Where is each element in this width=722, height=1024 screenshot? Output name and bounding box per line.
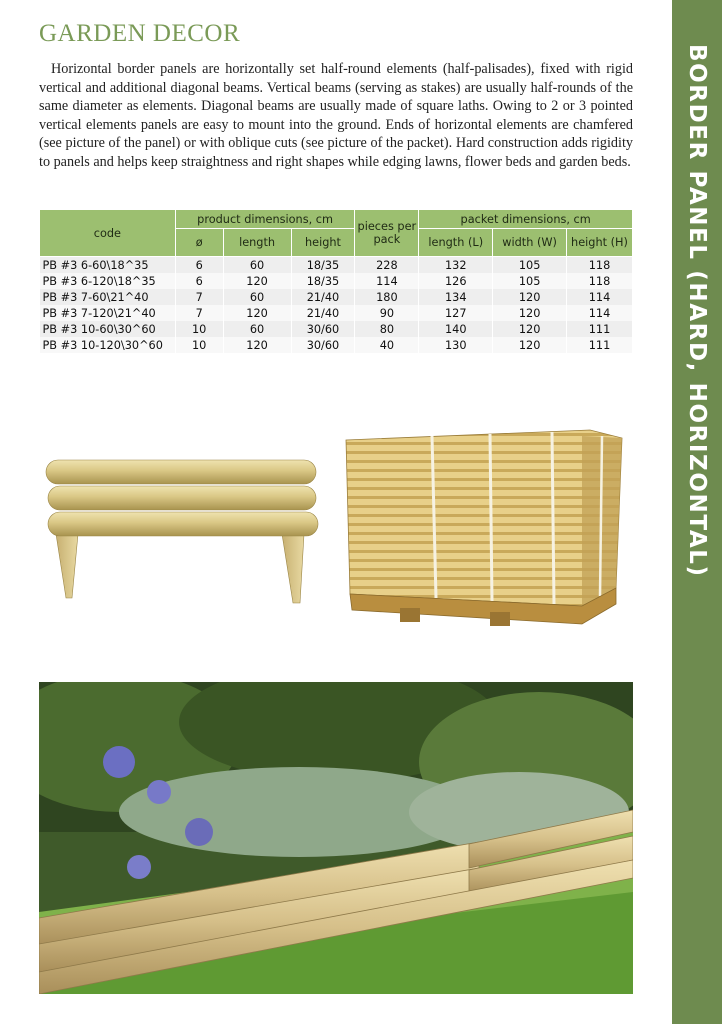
col-packet-length: length (L) xyxy=(419,229,493,257)
cell-diameter: 10 xyxy=(175,321,223,337)
cell-diameter: 6 xyxy=(175,257,223,274)
cell-packet-width: 105 xyxy=(493,257,567,274)
col-length: length xyxy=(223,229,291,257)
cell-packet-length: 140 xyxy=(419,321,493,337)
cell-pieces: 80 xyxy=(355,321,419,337)
cell-diameter: 7 xyxy=(175,305,223,321)
cell-height: 21/40 xyxy=(291,289,355,305)
cell-packet-height: 118 xyxy=(567,257,633,274)
cell-diameter: 6 xyxy=(175,273,223,289)
cell-height: 18/35 xyxy=(291,273,355,289)
cell-length: 60 xyxy=(223,289,291,305)
cell-diameter: 10 xyxy=(175,337,223,353)
cell-code: PB #3 6-120\18^35 xyxy=(40,273,176,289)
table-row xyxy=(40,337,633,353)
cell-height: 18/35 xyxy=(291,257,355,274)
cell-packet-width: 120 xyxy=(493,289,567,305)
col-packet-height: height (H) xyxy=(567,229,633,257)
cell-packet-length: 132 xyxy=(419,257,493,274)
cell-packet-width: 120 xyxy=(493,337,567,353)
col-diameter: ø xyxy=(175,229,223,257)
cell-height: 30/60 xyxy=(291,337,355,353)
cell-length: 60 xyxy=(223,257,291,274)
spec-table xyxy=(39,209,633,353)
packet-picture xyxy=(340,418,624,636)
cell-packet-height: 118 xyxy=(567,273,633,289)
cell-length: 60 xyxy=(223,321,291,337)
cell-height: 21/40 xyxy=(291,305,355,321)
cell-packet-height: 111 xyxy=(567,321,633,337)
cell-pieces: 228 xyxy=(355,257,419,274)
table-row xyxy=(40,257,633,274)
col-product-dimensions: product dimensions, cm xyxy=(175,210,355,229)
col-packet-dimensions: packet dimensions, cm xyxy=(419,210,633,229)
cell-packet-length: 130 xyxy=(419,337,493,353)
page-title: GARDEN DECOR xyxy=(39,20,241,47)
garden-picture xyxy=(39,682,633,994)
cell-packet-length: 126 xyxy=(419,273,493,289)
table-row xyxy=(40,305,633,321)
cell-pieces: 180 xyxy=(355,289,419,305)
panel-picture xyxy=(44,448,320,608)
col-pieces-per-pack: pieces per pack xyxy=(355,210,419,257)
cell-packet-height: 114 xyxy=(567,289,633,305)
cell-packet-length: 127 xyxy=(419,305,493,321)
cell-code: PB #3 7-120\21^40 xyxy=(40,305,176,321)
cell-code: PB #3 6-60\18^35 xyxy=(40,257,176,274)
side-title: BORDER PANEL (HARD, HORIZONTAL) xyxy=(684,44,710,578)
cell-height: 30/60 xyxy=(291,321,355,337)
cell-packet-height: 114 xyxy=(567,305,633,321)
col-packet-width: width (W) xyxy=(493,229,567,257)
cell-pieces: 114 xyxy=(355,273,419,289)
cell-packet-width: 120 xyxy=(493,305,567,321)
cell-packet-width: 105 xyxy=(493,273,567,289)
cell-diameter: 7 xyxy=(175,289,223,305)
cell-length: 120 xyxy=(223,273,291,289)
cell-code: PB #3 10-120\30^60 xyxy=(40,337,176,353)
cell-code: PB #3 10-60\30^60 xyxy=(40,321,176,337)
intro-paragraph: Horizontal border panels are horizontally set half-round elements (half-palisades), fixed with rigid vertical and additional diagonal beams. Vertical beams (serving as stakes) are usually half-rounds of the same diameter as elements. Diagonal beams are usually made of square laths. Owing to 2 or 3 pointed vertical elements panels are easy to mount into the ground. Ends of horizontal elements are chamfered (see picture of the panel) or with oblique cuts (see picture of the packet). Hard construction adds rigidity to panels and helps keep straightness and right shapes while edging lawns, flower beds and garden beds. xyxy=(39,61,633,170)
cell-pieces: 90 xyxy=(355,305,419,321)
table-row xyxy=(40,321,633,337)
cell-packet-height: 111 xyxy=(567,337,633,353)
cell-length: 120 xyxy=(223,337,291,353)
cell-length: 120 xyxy=(223,305,291,321)
cell-packet-length: 134 xyxy=(419,289,493,305)
col-height: height xyxy=(291,229,355,257)
cell-packet-width: 120 xyxy=(493,321,567,337)
table-row xyxy=(40,273,633,289)
cell-pieces: 40 xyxy=(355,337,419,353)
table-row xyxy=(40,289,633,305)
cell-code: PB #3 7-60\21^40 xyxy=(40,289,176,305)
col-code: code xyxy=(40,210,176,257)
